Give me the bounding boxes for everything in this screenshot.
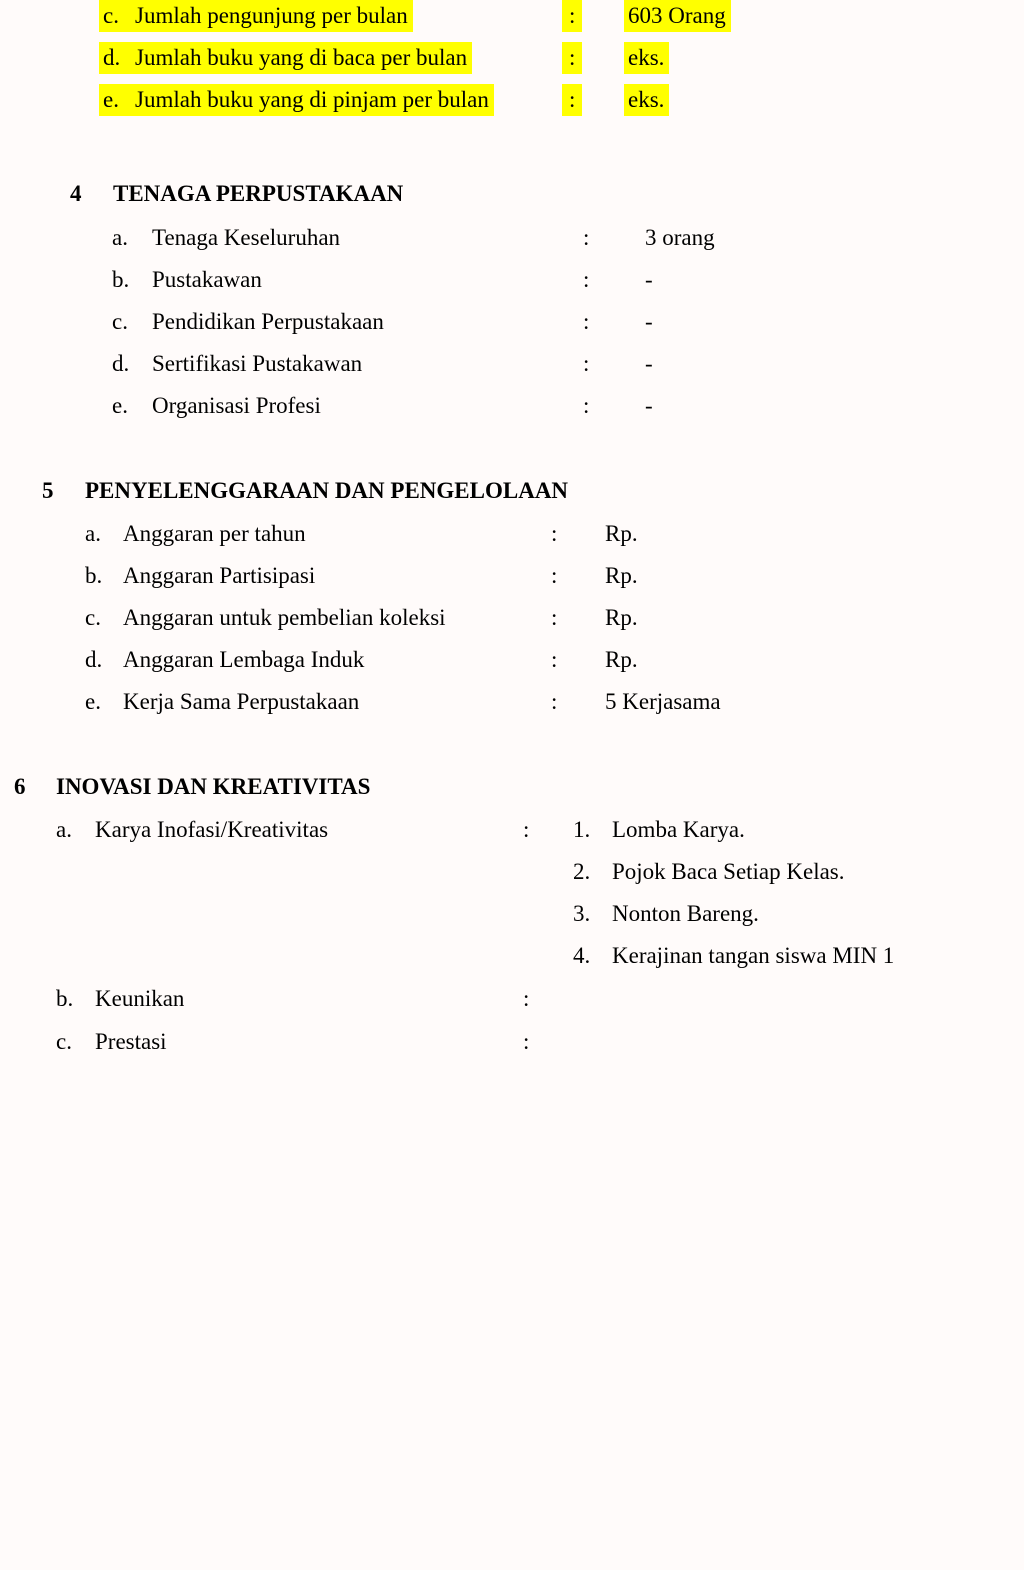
colon-separator: : xyxy=(523,986,530,1011)
section-title: PENYELENGGARAAN DAN PENGELOLAAN xyxy=(85,478,569,503)
item-letter: e. xyxy=(85,689,101,714)
item-label: Tenaga Keseluruhan xyxy=(152,225,341,250)
item-letter: a. xyxy=(56,817,72,842)
colon-separator: : xyxy=(551,563,558,588)
item-value: - xyxy=(645,267,653,292)
item-label: Pustakawan xyxy=(152,267,262,292)
item-label: Jumlah pengunjung per bulan xyxy=(135,3,408,28)
colon-separator: : xyxy=(551,647,558,672)
colon-separator: : xyxy=(562,84,582,116)
sublist-item-number: 2. xyxy=(573,859,591,884)
sublist-item-text: Pojok Baca Setiap Kelas. xyxy=(612,859,845,884)
highlighted-item-label-group xyxy=(99,84,494,116)
item-letter: d. xyxy=(112,351,130,376)
colon-separator: : xyxy=(562,42,582,74)
item-value: Rp. xyxy=(605,647,638,672)
item-label: Anggaran Lembaga Induk xyxy=(123,647,365,672)
item-letter: e. xyxy=(103,87,119,112)
item-letter: b. xyxy=(56,986,74,1011)
sublist-item-text: Lomba Karya. xyxy=(612,817,745,842)
item-letter: c. xyxy=(103,3,119,28)
item-label: Anggaran per tahun xyxy=(123,521,306,546)
item-letter: d. xyxy=(85,647,103,672)
item-letter: c. xyxy=(85,605,101,630)
item-value: - xyxy=(645,309,653,334)
colon-separator: : xyxy=(583,225,590,250)
item-value: 5 Kerjasama xyxy=(605,689,721,714)
item-value: - xyxy=(645,393,653,418)
colon-separator: : xyxy=(551,521,558,546)
sublist-item-number: 4. xyxy=(573,943,591,968)
section-title: INOVASI DAN KREATIVITAS xyxy=(56,774,371,799)
item-label: Karya Inofasi/Kreativitas xyxy=(95,817,329,842)
colon-separator: : xyxy=(583,267,590,292)
item-label: Organisasi Profesi xyxy=(152,393,321,418)
item-value: Rp. xyxy=(605,563,638,588)
highlighted-item-label-group xyxy=(99,0,413,32)
item-letter: c. xyxy=(112,309,128,334)
item-letter: b. xyxy=(112,267,130,292)
item-letter: b. xyxy=(85,563,103,588)
colon-separator: : xyxy=(562,0,582,32)
item-value: 603 Orang xyxy=(624,0,731,32)
section-title: TENAGA PERPUSTAKAAN xyxy=(113,181,404,206)
item-value: - xyxy=(645,351,653,376)
colon-separator: : xyxy=(551,689,558,714)
item-label: Jumlah buku yang di pinjam per bulan xyxy=(135,87,489,112)
item-label: Anggaran Partisipasi xyxy=(123,563,316,588)
section-number: 5 xyxy=(42,478,54,503)
item-label: Prestasi xyxy=(95,1029,167,1054)
item-letter: a. xyxy=(85,521,101,546)
item-value: 3 orang xyxy=(645,225,715,250)
item-label: Anggaran untuk pembelian koleksi xyxy=(123,605,446,630)
item-label: Jumlah buku yang di baca per bulan xyxy=(135,45,468,70)
sublist-item-number: 1. xyxy=(573,817,591,842)
item-letter: c. xyxy=(56,1029,72,1054)
colon-separator: : xyxy=(583,309,590,334)
colon-separator: : xyxy=(523,1029,530,1054)
item-label: Sertifikasi Pustakawan xyxy=(152,351,363,376)
item-letter: e. xyxy=(112,393,128,418)
colon-separator: : xyxy=(523,817,530,842)
item-label: Pendidikan Perpustakaan xyxy=(152,309,384,334)
item-value: Rp. xyxy=(605,605,638,630)
item-value: Rp. xyxy=(605,521,638,546)
highlighted-item-label-group xyxy=(99,42,472,74)
colon-separator: : xyxy=(583,351,590,376)
item-letter: d. xyxy=(103,45,121,70)
item-value: eks. xyxy=(624,42,669,74)
section-number: 4 xyxy=(70,181,82,206)
item-label: Keunikan xyxy=(95,986,185,1011)
colon-separator: : xyxy=(551,605,558,630)
item-letter: a. xyxy=(112,225,128,250)
sublist-item-number: 3. xyxy=(573,901,591,926)
item-value: eks. xyxy=(624,84,669,116)
sublist-item-text: Nonton Bareng. xyxy=(612,901,759,926)
colon-separator: : xyxy=(583,393,590,418)
section-number: 6 xyxy=(14,774,26,799)
sublist-item-text: Kerajinan tangan siswa MIN 1 xyxy=(612,943,895,968)
item-label: Kerja Sama Perpustakaan xyxy=(123,689,360,714)
